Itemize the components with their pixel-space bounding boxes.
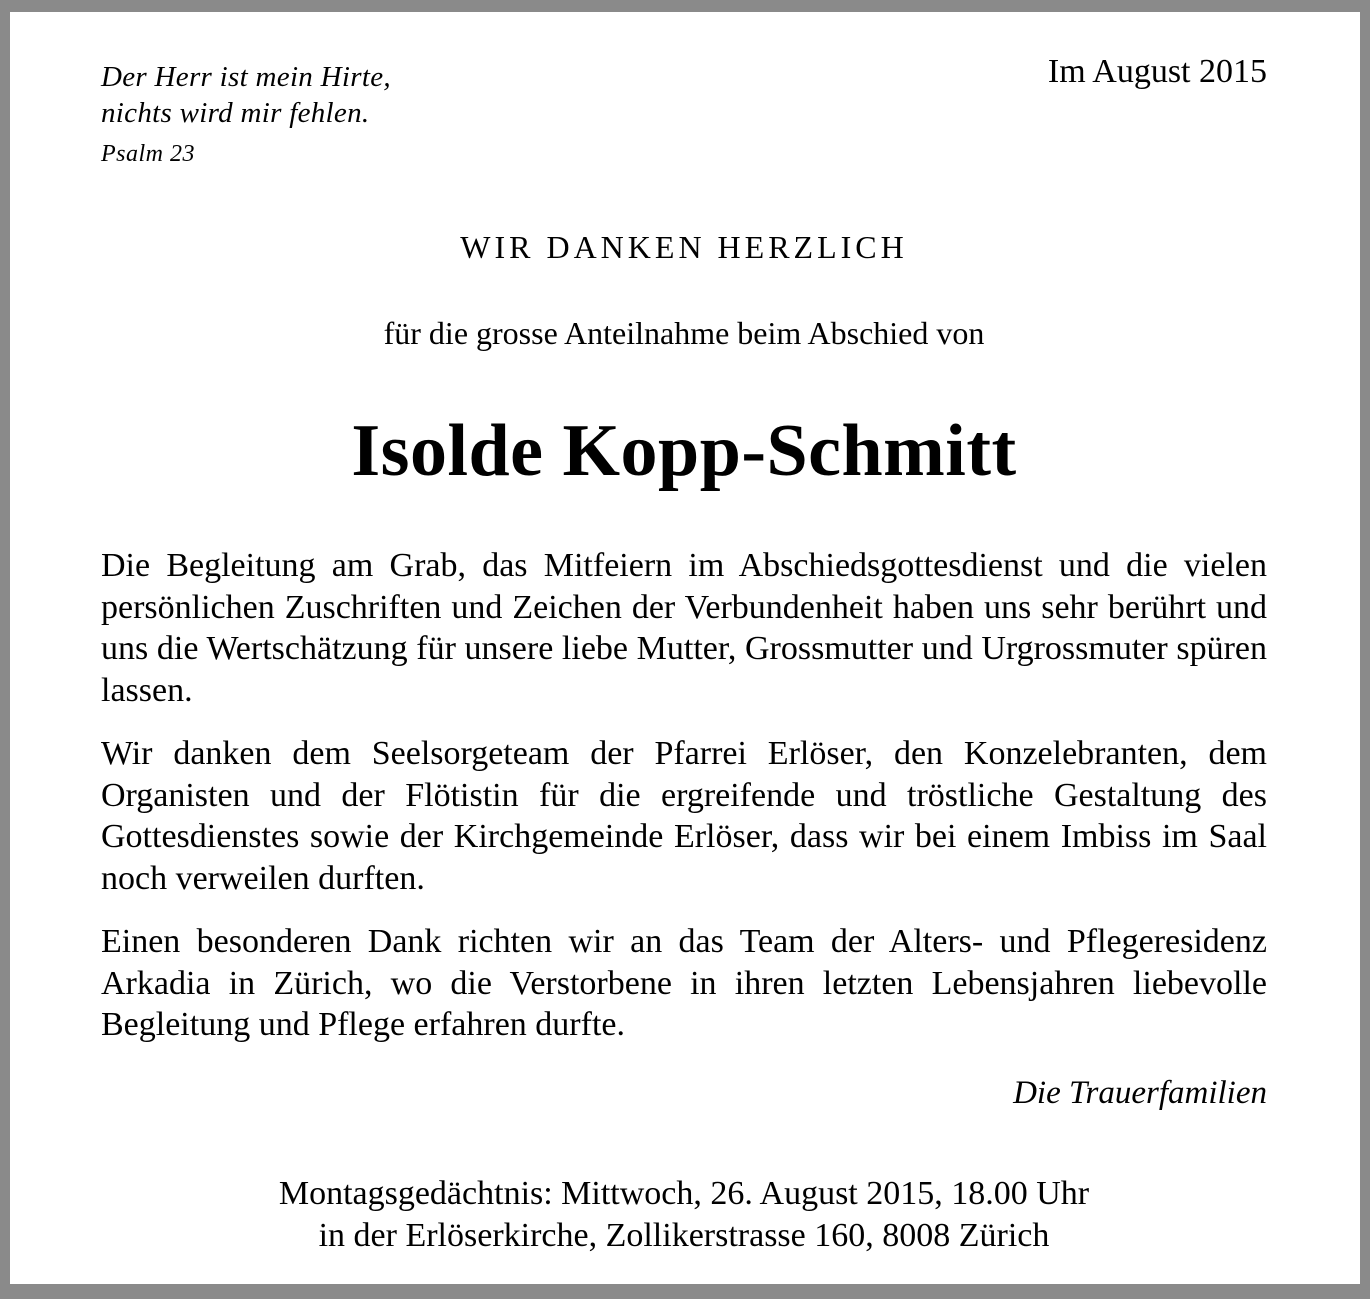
psalm-quote bbox=[101, 59, 391, 169]
body-text bbox=[101, 545, 1267, 1068]
memorial-service bbox=[101, 1173, 1267, 1257]
psalm-line-1: Der Herr ist mein Hirte, bbox=[101, 61, 391, 93]
date-line: Im August 2015 bbox=[1047, 53, 1267, 90]
signature: Die Trauerfamilien bbox=[1013, 1075, 1267, 1111]
obituary-card bbox=[10, 12, 1360, 1284]
header bbox=[101, 12, 1267, 187]
paragraph-1: Die Begleitung am Grab, das Mitfeiern im Abschiedsgottesdienst und die vielen persönlichen Zuschriften und Zeichen der Verbundenheit haben uns sehr berührt und uns die Wertschätzung für unsere liebe Mutter, Grossmutter und Urgrossmuter spüren lassen. bbox=[101, 547, 1267, 709]
paragraph-3: Einen besonderen Dank richten wir an das Team der Alters- und Pflegeresidenz Arkadia in Zürich, wo die Verstorbene in ihren letzten Lebensjahren liebevolle Begleitung und Pflege erfahren durfte. bbox=[101, 923, 1267, 1043]
heading: WIR DANKEN HERZLICH bbox=[460, 229, 908, 265]
deceased-name: Isolde Kopp-Schmitt bbox=[351, 410, 1017, 492]
psalm-reference: Psalm 23 bbox=[101, 141, 195, 167]
psalm-line-2: nichts wird mir fehlen. bbox=[101, 97, 370, 129]
memorial-line-2: in der Erlöserkirche, Zollikerstrasse 160, 8008 Zürich bbox=[318, 1217, 1050, 1254]
obituary-content bbox=[101, 12, 1267, 1254]
paragraph-2: Wir danken dem Seelsorgeteam der Pfarrei Erlöser, den Konzelebranten, dem Organisten und der Flötistin für die ergreifende und tröstliche Gestaltung des Gottesdienstes sowie der Kirchgemeinde Erlöser, dass wir bei einem Imbiss im Saal noch verweilen durften. bbox=[101, 735, 1267, 897]
memorial-line-1: Montagsgedächtnis: Mittwoch, 26. August 2015, 18.00 Uhr bbox=[278, 1175, 1090, 1212]
subheading: für die grosse Anteilnahme beim Abschied von bbox=[383, 315, 985, 351]
